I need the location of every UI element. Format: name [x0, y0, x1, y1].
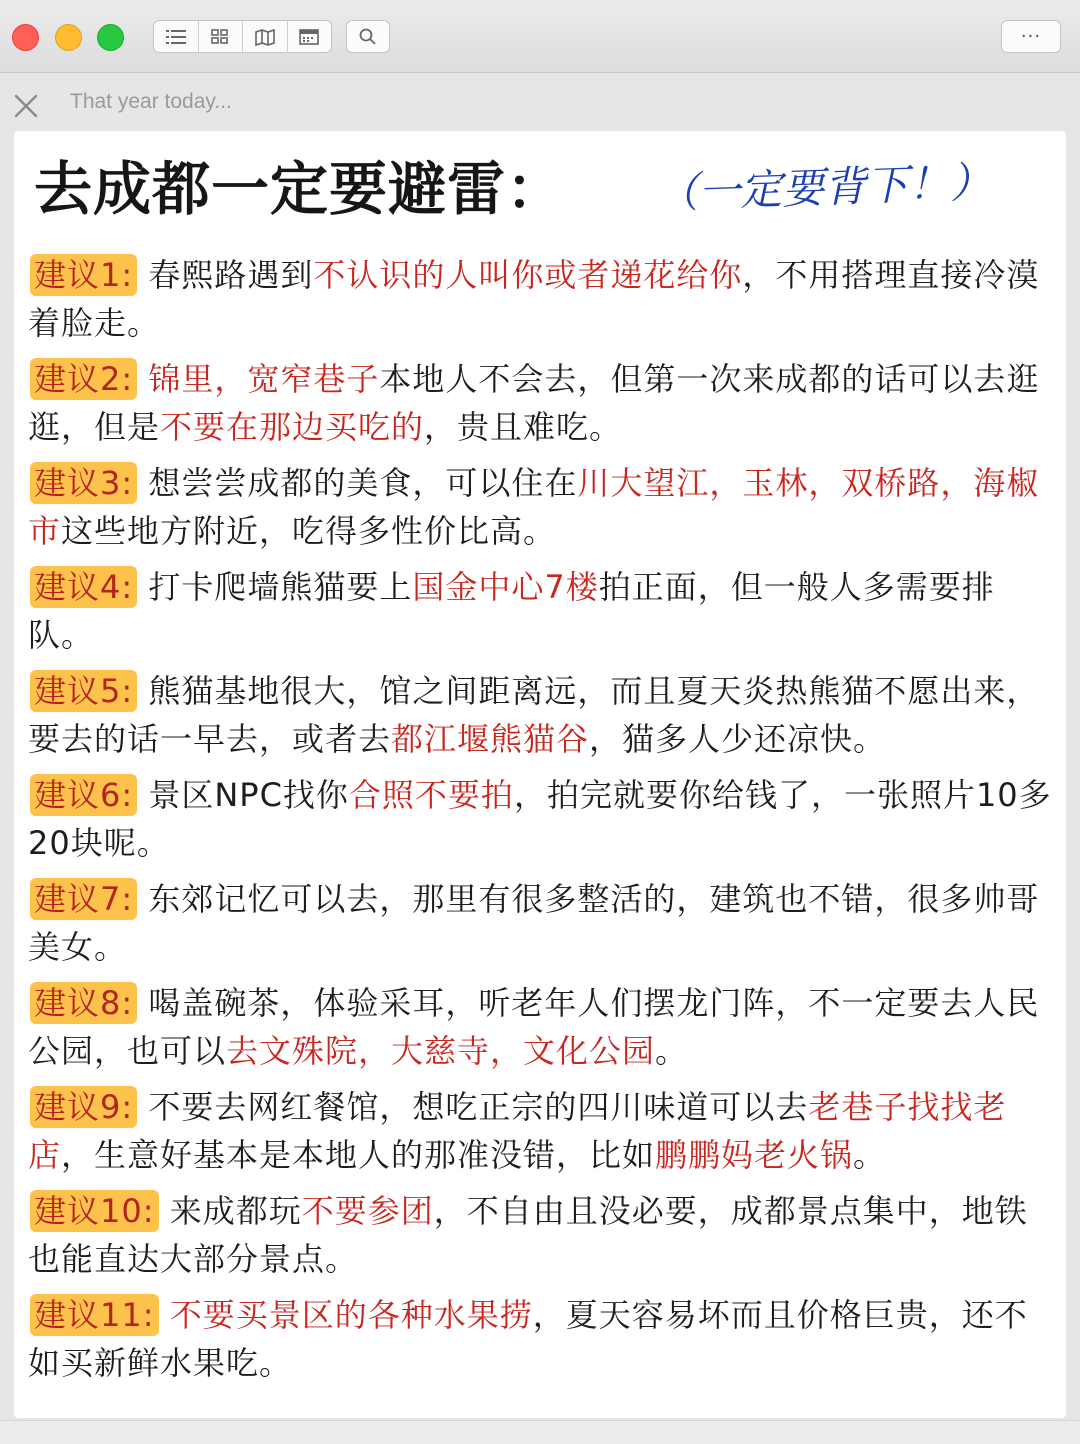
grid-view-button[interactable] — [199, 21, 244, 52]
close-window-button[interactable] — [12, 24, 39, 51]
search-icon — [358, 27, 378, 47]
grid-view-icon — [210, 28, 230, 46]
tip-item — [28, 459, 1058, 555]
tip-highlight-text: 不要在那边买吃的 — [160, 408, 425, 446]
tip-highlight-text: 老巷子找找老店 — [28, 1088, 1007, 1174]
close-icon — [13, 93, 39, 119]
tip-item — [28, 563, 1058, 659]
window-toolbar — [0, 0, 1080, 73]
tip-label-badge: 建议7: — [30, 878, 137, 920]
tip-text: ，贵且难吃。 — [424, 408, 623, 446]
tip-text: 不要去网红餐馆，想吃正宗的四川味道可以去 — [148, 1088, 809, 1126]
tip-item — [28, 251, 1058, 347]
tip-label-badge: 建议2: — [30, 358, 137, 400]
tips-list — [28, 251, 1058, 1395]
tip-highlight-text: 不要参团 — [301, 1192, 434, 1230]
tip-text: 拍正面，但一般人多需要排队。 — [28, 568, 995, 654]
tip-highlight-text: 不认识的人叫你或者递花给你 — [313, 256, 743, 294]
tip-item — [28, 875, 1058, 971]
tip-highlight-text: 锦里，宽窄巷子 — [148, 360, 380, 398]
tip-text: 东郊记忆可以去，那里有很多整活的，建筑也不错，很多帅哥美女。 — [28, 880, 1040, 966]
tip-item — [28, 1291, 1058, 1387]
tip-text: 这些地方附近，吃得多性价比高。 — [61, 512, 557, 550]
tip-label-badge: 建议11: — [30, 1294, 159, 1336]
tip-label-badge: 建议3: — [30, 462, 137, 504]
more-options-button[interactable] — [1001, 20, 1061, 53]
tip-label-badge: 建议8: — [30, 982, 137, 1024]
tip-text: ，不自由且没必要，成都景点集中，地铁也能直达大部分景点。 — [28, 1192, 1028, 1278]
calendar-view-button[interactable] — [288, 21, 332, 52]
tip-item — [28, 979, 1058, 1075]
tip-label-badge: 建议5: — [30, 670, 137, 712]
horizontal-scrollbar[interactable] — [0, 1420, 1080, 1444]
tip-text: 。 — [853, 1136, 887, 1174]
tip-text: 本地人不会去，但第一次来成都的话可以去逛逛，但是 — [28, 360, 1040, 446]
list-view-icon — [165, 28, 187, 46]
note-content-card — [14, 131, 1066, 1418]
tip-highlight-text: 合照不要拍 — [348, 776, 514, 814]
tip-text: ，不用搭理直接冷漠着脸走。 — [28, 256, 1040, 342]
tip-label-badge: 建议10: — [30, 1190, 159, 1232]
tip-item — [28, 667, 1058, 763]
tip-text: 熊猫基地很大，馆之间距离远，而且夏天炎热熊猫不愿出来，要去的话一早去，或者去 — [28, 672, 1040, 758]
tip-item — [28, 355, 1058, 451]
tip-highlight-text: 不要买景区的各种水果捞 — [169, 1296, 533, 1334]
tip-text: 打卡爬墙熊猫要上 — [148, 568, 413, 606]
tip-text: 想尝尝成都的美食，可以住在 — [148, 464, 578, 502]
note-title-placeholder[interactable]: That year today... — [70, 90, 232, 113]
tip-item — [28, 771, 1058, 867]
note-headline: 去成都一定要避雷： — [34, 155, 566, 223]
calendar-icon — [298, 28, 320, 46]
tip-highlight-text: 鹏鹏妈老火锅 — [655, 1136, 854, 1174]
tip-text: 。 — [655, 1032, 689, 1070]
tip-label-badge: 建议6: — [30, 774, 137, 816]
tip-highlight-text: 川大望江，玉林，双桥路，海椒市 — [28, 464, 1040, 550]
zoom-window-button[interactable] — [97, 24, 124, 51]
tip-label-badge: 建议9: — [30, 1086, 137, 1128]
tip-text: 景区NPC找你 — [148, 776, 349, 814]
search-button[interactable] — [346, 20, 390, 53]
tip-highlight-text: 国金中心7楼 — [412, 568, 599, 606]
map-icon — [254, 28, 276, 46]
tip-highlight-text: 都江堰熊猫谷 — [391, 720, 590, 758]
tip-highlight-text: 去文殊院，大慈寺，文化公园 — [226, 1032, 656, 1070]
tip-text: ，生意好基本是本地人的那准没错，比如 — [61, 1136, 656, 1174]
map-view-button[interactable] — [243, 21, 288, 52]
handwritten-annotation: （一定要背下！） — [655, 157, 993, 218]
tip-text: 来成都玩 — [169, 1192, 302, 1230]
close-note-button[interactable] — [12, 92, 40, 120]
tip-text: 春熙路遇到 — [148, 256, 314, 294]
more-options-icon: ··· — [1020, 25, 1042, 47]
tip-item — [28, 1187, 1058, 1283]
tip-label-badge: 建议1: — [30, 254, 137, 296]
tip-item — [28, 1083, 1058, 1179]
tip-text: ，猫多人少还凉快。 — [589, 720, 887, 758]
tip-text: ，拍完就要你给钱了，一张照片10多20块呢。 — [28, 776, 1052, 862]
minimize-window-button[interactable] — [55, 24, 82, 51]
tip-label-badge: 建议4: — [30, 566, 137, 608]
view-mode-segmented-control — [153, 20, 332, 53]
list-view-button[interactable] — [154, 21, 199, 52]
tip-text: 喝盖碗茶，体验采耳，听老年人们摆龙门阵，不一定要去人民公园，也可以 — [28, 984, 1040, 1070]
tip-text: ，夏天容易坏而且价格巨贵，还不如买新鲜水果吃。 — [28, 1296, 1028, 1382]
